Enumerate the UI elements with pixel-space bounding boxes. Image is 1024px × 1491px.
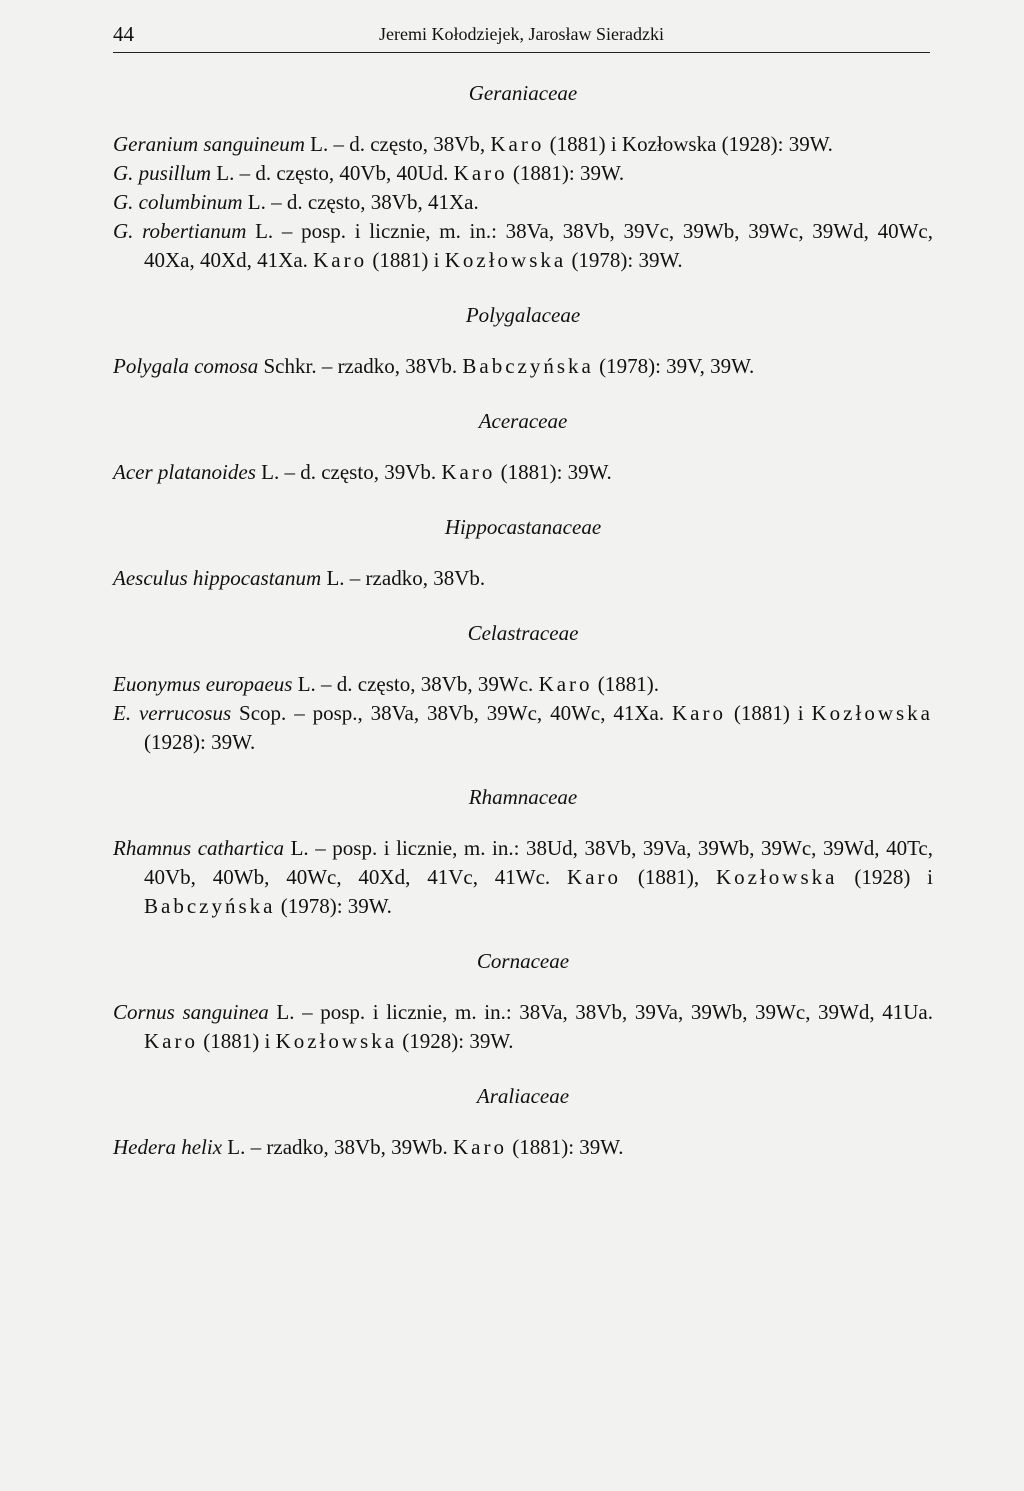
entry-text: L. – d. często, 38Vb, [304,132,491,156]
family-heading: Celastraceae [467,621,579,645]
entry-text: (1928): 39W. [397,1029,514,1053]
species-entry [113,834,933,921]
entry-text: L. – d. często, 40Vb, 40Ud. [211,161,454,185]
author-citation: Kozłowska [444,248,567,272]
species-name: Polygala comosa [113,354,259,378]
entry-text: (1881): 39W. [507,161,625,185]
entry-text: (1978): 39V, 39W. [593,354,755,378]
species-name: Geranium sanguineum [113,132,305,156]
species-entry [113,1133,933,1162]
entry-text: (1881) i [725,701,812,725]
entry-text: (1928): 39W. [144,730,256,754]
species-name: Euonymus europaeus [113,672,293,696]
entry-text: L. – rzadko, 38Vb. [321,566,486,590]
species-entry [113,564,933,593]
species-name: Rhamnus cathartica [113,836,285,860]
family-heading: Araliaceae [476,1084,570,1108]
species-name: Aesculus hippocastanum [113,566,322,590]
entry-text: (1881) i Kozłowska (1928): 39W. [544,132,833,156]
species-name: G. robertianum [113,219,247,243]
entry-text: (1881): 39W. [506,1135,624,1159]
family-heading: Rhamnaceae [468,785,578,809]
page-header [113,22,930,53]
entry-text: (1881). [592,672,660,696]
author-citation: Kozłowska [811,701,933,725]
entry-text: Scop. – posp., 38Va, 38Vb, 39Wc, 40Wc, 41Xa. [231,701,672,725]
species-entry [113,130,933,159]
author-citation: Karo [453,161,508,185]
species-entry [113,998,933,1056]
species-entry [113,159,933,188]
species-name: Cornus sanguinea [113,1000,269,1024]
author-citation: Babczyńska [144,894,276,918]
species-name: Hedera helix [113,1135,223,1159]
species-name: G. pusillum [113,161,212,185]
body-text [113,80,933,1162]
entry-text: L. – rzadko, 38Vb, 39Wb. [222,1135,453,1159]
author-citation: Babczyńska [462,354,594,378]
species-entry [113,217,933,275]
species-entry [113,670,933,699]
running-title: Jeremi Kołodziejek, Jarosław Sieradzki [379,24,664,44]
species-entry [113,699,933,757]
author-citation: Kozłowska [275,1029,398,1053]
entry-text: L. – posp. i licznie, m. in.: 38Ud, 38Vb, 39Va, 39Wb, 39Wc, 39Wd, 40Tc, 40Vb, 40Wb, 40Wc, 40Xd, 41Vc, 41Wc. [144,836,934,889]
author-citation: Karo [313,248,368,272]
family-heading: Cornaceae [476,949,570,973]
entry-text: (1881), [621,865,716,889]
entry-text: (1928) i [837,865,933,889]
author-citation: Karo [672,701,726,725]
entry-text: (1978): 39W. [566,248,683,272]
family-heading: Hippocastanaceae [444,515,602,539]
family-heading: Geraniaceae [468,81,578,105]
page-number: 44 [113,22,134,46]
author-citation: Karo [490,132,545,156]
entry-text: L. – d. często, 38Vb, 41Xa. [242,190,479,214]
species-entry [113,188,933,217]
author-citation: Karo [144,1029,198,1053]
species-entry [113,352,933,381]
entry-text: L. – d. często, 39Vb. [255,460,442,484]
author-citation: Kozłowska [715,865,838,889]
family-heading: Aceraceae [478,409,568,433]
author-citation: Karo [441,460,496,484]
species-entry [113,458,933,487]
family-heading: Polygalaceae [465,303,581,327]
entry-text: (1881) i [367,248,445,272]
author-citation: Karo [538,672,593,696]
entry-text: L. – d. często, 38Vb, 39Wc. [292,672,539,696]
species-name: G. columbinum [113,190,243,214]
species-name: Acer platanoides [113,460,256,484]
entry-text: (1881): 39W. [495,460,612,484]
entry-text: L. – posp. i licznie, m. in.: 38Va, 38Vb, 39Vc, 39Wb, 39Wc, 39Wd, 40Wc, 40Xa, 40Xd, 41Xa. [144,219,933,272]
entry-text: (1978): 39W. [275,894,392,918]
author-citation: Karo [453,1135,507,1159]
entry-text: L. – posp. i licznie, m. in.: 38Va, 38Vb, 39Va, 39Wb, 39Wc, 39Wd, 41Ua. [268,1000,933,1024]
entry-text: Schkr. – rzadko, 38Vb. [258,354,463,378]
entry-text: (1881) i [197,1029,276,1053]
species-name: E. verrucosus [113,701,232,725]
author-citation: Karo [567,865,622,889]
